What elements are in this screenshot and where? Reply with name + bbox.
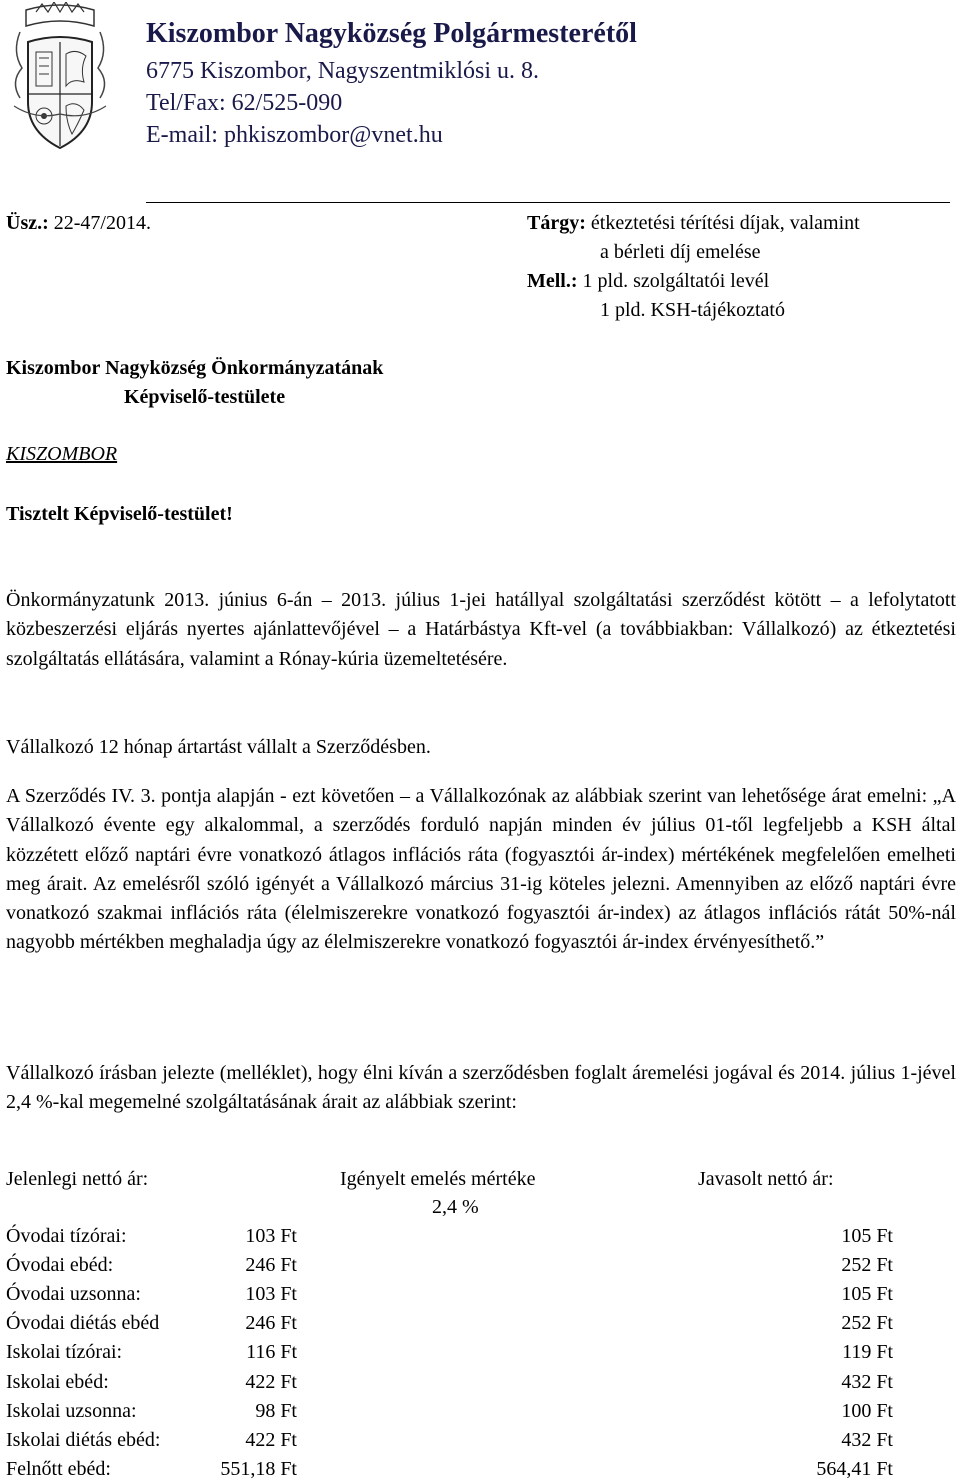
paragraph-price-freeze: Vállalkozó 12 hónap ártartást vállalt a Szerződésben. bbox=[6, 736, 431, 758]
row-proposed-price: 105 Ft bbox=[841, 1283, 893, 1306]
row-label: Iskolai ebéd: bbox=[6, 1370, 109, 1393]
row-label: Óvodai tízórai: bbox=[6, 1225, 127, 1247]
row-current-price: 116 Ft bbox=[246, 1341, 297, 1364]
row-proposed-price: 100 Ft bbox=[841, 1399, 893, 1422]
row-current-price: 551,18 Ft bbox=[220, 1457, 297, 1480]
paragraph-contract-clause: A Szerződés IV. 3. pontja alapján - ezt követően – a Vállalkozónak az alábbiak szerint van lehetősége árat emelni: „A Vállalkozó évente egy alkalommal, a szerződés forduló napján minden év július 01-től legfeljebb a KSH által közzétett előző naptári évre vonatkozó átlagos inflációs ráta (fogyasztói ár-index) mértékének megfelelően emelheti meg árait. Az emelésről szóló igényét a Vállalkozó március 31-ig köteles jelezni. Amennyiben az előző naptári évre vonatkozó szakmai inflációs ráta (élelmiszerekre vonatkozó fogyasztói ár-index) az átlagos inflációs rátát 50%-nál nagyobb mértékben meghaladja úgy az élelmiszerekre vonatkozó fogyasztói ár-index érvényesíthető.” bbox=[6, 785, 956, 954]
row-current-price: 422 Ft bbox=[245, 1370, 297, 1393]
row-current-price: 422 Ft bbox=[245, 1428, 297, 1451]
row-current-price: 103 Ft bbox=[245, 1225, 297, 1247]
recipient-line-2: Képviselő-testülete bbox=[124, 386, 286, 408]
letterhead-address: 6775 Kiszombor, Nagyszentmiklósi u. 8. bbox=[146, 58, 539, 84]
row-proposed-price: 432 Ft bbox=[841, 1370, 893, 1393]
letterhead-title: Kiszombor Nagyközség Polgármesterétől bbox=[146, 18, 637, 49]
salutation: Tisztelt Képviselő-testület! bbox=[6, 503, 233, 525]
row-label: Felnőtt ebéd: bbox=[6, 1457, 111, 1480]
row-proposed-price: 119 Ft bbox=[842, 1341, 893, 1364]
letterhead-phone: Tel/Fax: 62/525-090 bbox=[146, 90, 343, 116]
row-current-price: 103 Ft bbox=[245, 1283, 297, 1306]
subject-line bbox=[527, 212, 860, 235]
subject-text-2: a bérleti díj emelése bbox=[600, 241, 761, 263]
row-label: Iskolai uzsonna: bbox=[6, 1399, 137, 1422]
row-label: Óvodai ebéd: bbox=[6, 1254, 114, 1277]
reference-value: 22-47/2014. bbox=[53, 212, 151, 234]
subject-text-1: étkeztetési térítési díjak, valamint bbox=[590, 212, 860, 234]
row-proposed-price: 252 Ft bbox=[841, 1254, 893, 1277]
column-header-current: Jelenlegi nettó ár: bbox=[6, 1168, 149, 1190]
reference-label: Üsz.: bbox=[6, 212, 49, 234]
letterhead-email: E-mail: phkiszombor@vnet.hu bbox=[146, 122, 443, 148]
row-label: Óvodai diétás ebéd bbox=[6, 1312, 160, 1335]
row-current-price: 246 Ft bbox=[245, 1254, 297, 1277]
row-current-price: 98 Ft bbox=[255, 1399, 297, 1422]
row-label: Iskolai diétás ebéd: bbox=[6, 1428, 161, 1451]
reference-number bbox=[6, 212, 151, 235]
row-label: Iskolai tízórai: bbox=[6, 1341, 123, 1364]
letterhead-divider bbox=[146, 202, 950, 203]
attachment-line bbox=[527, 270, 769, 293]
row-proposed-price: 105 Ft bbox=[841, 1225, 893, 1247]
column-header-increase: Igényelt emelés mértéke bbox=[340, 1168, 536, 1190]
subject-label: Tárgy: bbox=[527, 212, 586, 234]
paragraph-contract: Önkormányzatunk 2013. június 6-án – 2013. július 1-jei hatállyal szolgáltatási szerződést kötött – a lefolytatott közbeszerzési eljárás nyertes ajánlattevőjével – a Határbástya Kft-vel (a továbbiakban: Vállalkozó) az étkeztetési szolgáltatás ellátására, valamint a Rónay-kúria üzemeltetésére. bbox=[6, 589, 956, 670]
increase-value: 2,4 % bbox=[432, 1196, 479, 1218]
row-proposed-price: 432 Ft bbox=[841, 1428, 893, 1451]
row-label: Óvodai uzsonna: bbox=[6, 1283, 141, 1306]
column-header-proposed: Javasolt nettó ár: bbox=[698, 1168, 834, 1190]
paragraph-price-increase: Vállalkozó írásban jelezte (melléklet), hogy élni kíván a szerződésben foglalt áremelési jogával és 2014. július 1-jével 2,4 %-kal megemelné szolgáltatásának árait az alábbiak szerint: bbox=[6, 1062, 956, 1114]
attachment-label: Mell.: bbox=[527, 270, 578, 292]
recipient-city: KISZOMBOR bbox=[6, 443, 118, 465]
attachment-text-2: 1 pld. KSH-tájékoztató bbox=[600, 299, 785, 321]
row-current-price: 246 Ft bbox=[245, 1312, 297, 1335]
row-proposed-price: 564,41 Ft bbox=[816, 1457, 893, 1480]
coat-of-arms-logo bbox=[6, 2, 114, 152]
recipient-line-1: Kiszombor Nagyközség Önkormányzatának bbox=[6, 357, 384, 379]
attachment-text-1: 1 pld. szolgáltatói levél bbox=[582, 270, 770, 292]
row-proposed-price: 252 Ft bbox=[841, 1312, 893, 1335]
